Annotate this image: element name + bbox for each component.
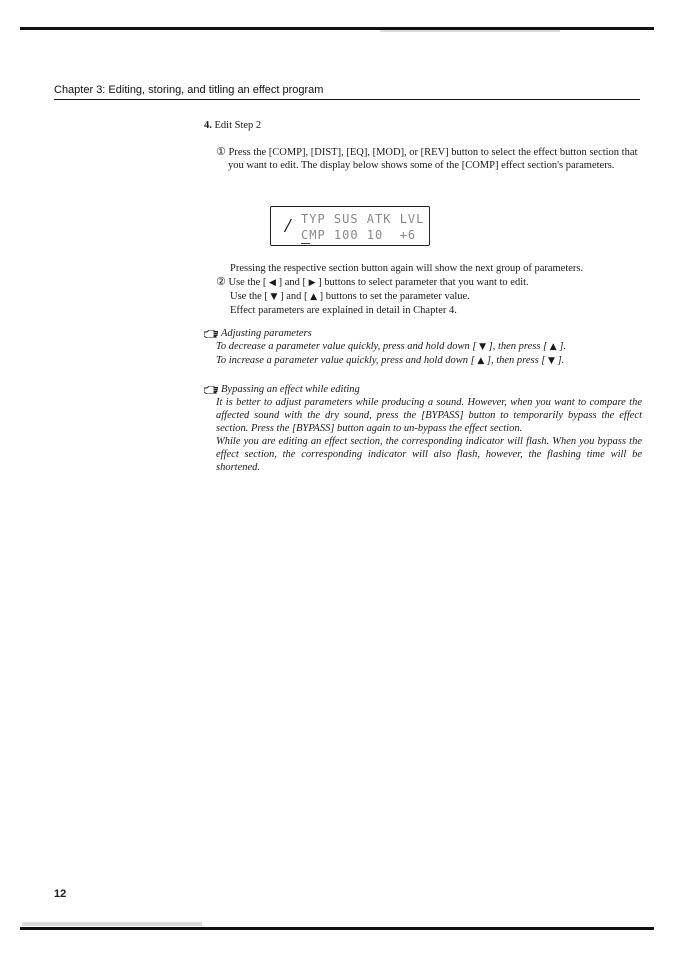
down-arrow-icon: ▼ (270, 292, 278, 302)
step-heading (204, 119, 644, 133)
note-heading (204, 327, 642, 340)
step-number: 4. (204, 120, 212, 131)
step-item-2 (216, 275, 650, 290)
note-heading-text: Bypassing an effect while editing (221, 384, 360, 395)
decrease-text-c: ]. (559, 341, 567, 352)
note-heading-text: Adjusting parameters (221, 328, 312, 339)
decrease-text-a: To decrease a parameter value quickly, press and hold down [ (216, 341, 477, 352)
decrease-text-b: ], then press [ (488, 341, 548, 352)
note-paragraph-1: It is better to adjust parameters while producing a sound. However, when you want to compare the affected sound with the dry sound, press the [BYPASS] button to temporarily bypass the effect section. Press the [BYPASS] button again to un-bypass the effect section. (216, 397, 642, 434)
lcd-display (270, 206, 430, 246)
note-heading (204, 383, 642, 396)
value-text-c: ] buttons to set the parameter value. (319, 291, 470, 302)
top-rule-shade (380, 30, 560, 32)
note-paragraph-2: While you are editing an effect section, the corresponding indicator will flash. When you bypass the effect section, the corresponding indicator will also flash, however, the flashing time will be shortened. (216, 436, 642, 473)
value-text-a: Use the [ (230, 291, 268, 302)
note-line-decrease (216, 340, 642, 354)
page-number: 12 (54, 888, 67, 900)
note-bypassing (204, 383, 642, 474)
right-arrow-icon: ▶ (308, 278, 316, 288)
increase-text-c: ]. (557, 355, 565, 366)
up-arrow-icon: ▲ (477, 356, 485, 366)
value-line (230, 290, 650, 304)
lcd-line-2: CMP 100 10 +6 (301, 228, 417, 242)
down-arrow-icon: ▼ (479, 342, 486, 352)
up-arrow-icon: ▲ (549, 342, 557, 352)
bottom-rule-shade (22, 922, 202, 926)
next-group-line: Pressing the respective section button again will show the next group of parameters. (230, 263, 584, 274)
lcd-marker: / (285, 215, 291, 237)
step-item-1-text: Press the [COMP], [DIST], [EQ], [MOD], or [REV] button to select the effect button section that you want to edit. The display below shows some of the [COMP] effect section's parameters. (228, 146, 638, 171)
chapter-title: Chapter 3: Editing, storing, and titling an effect program (54, 84, 324, 96)
circled-two-icon: ② (216, 275, 226, 288)
up-arrow-icon: ▲ (310, 292, 318, 302)
item2-text-a: Use the [ (228, 277, 267, 288)
increase-text-b: ], then press [ (486, 355, 546, 366)
after-lcd-text (216, 262, 650, 317)
increase-text-a: To increase a parameter value quickly, press and hold down [ (216, 355, 475, 366)
value-text-b: ] and [ (280, 291, 308, 302)
step-item-1 (204, 145, 644, 173)
note-body (204, 396, 642, 474)
item2-text-c: ] buttons to select parameter that you want to edit. (318, 277, 529, 288)
pointing-hand-icon (204, 330, 218, 338)
step-content (204, 119, 644, 173)
chapter-rule (54, 99, 640, 100)
left-arrow-icon: ◀ (269, 278, 276, 288)
bottom-rule (20, 927, 654, 930)
step-title: Edit Step 2 (214, 120, 262, 131)
note-body (204, 340, 642, 368)
note-line-increase (216, 354, 642, 368)
note-adjusting (204, 327, 642, 368)
pointing-hand-icon (204, 386, 218, 394)
lcd-line-1: TYP SUS ATK LVL (301, 212, 425, 226)
item2-text-b: ] and [ (278, 277, 306, 288)
circled-one-icon: ① (216, 144, 226, 158)
lcd-cursor (301, 243, 310, 244)
chapter4-line: Effect parameters are explained in detail in Chapter 4. (230, 305, 457, 316)
down-arrow-icon: ▼ (548, 356, 555, 366)
